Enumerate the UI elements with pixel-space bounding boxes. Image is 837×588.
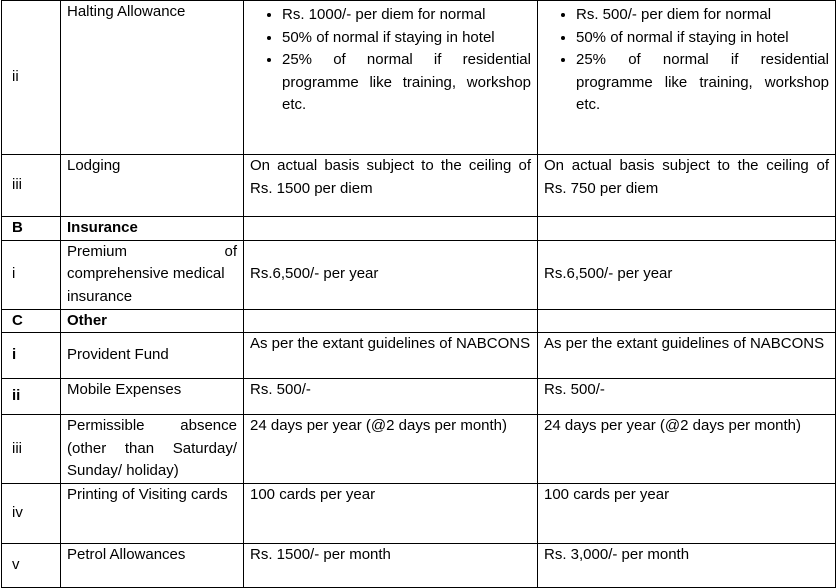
- row-col3: 100 cards per year: [244, 483, 538, 543]
- bullet-list: [544, 4, 829, 117]
- row-col4: 100 cards per year: [538, 483, 836, 543]
- table-row: [2, 543, 836, 587]
- row-col3: Rs. 500/-: [244, 379, 538, 415]
- row-item: Premium of comprehensive medical insurance: [61, 240, 244, 309]
- list-item: • 50% of normal if staying in hotel: [576, 27, 829, 50]
- row-col4: As per the extant guidelines of NABCONS: [538, 333, 836, 379]
- table-row: [2, 155, 836, 217]
- row-index: i: [2, 333, 61, 379]
- row-col4: On actual basis subject to the ceiling of Rs. 750 per diem: [538, 155, 836, 217]
- row-col3: 24 days per year (@2 days per month): [244, 415, 538, 484]
- row-item: Printing of Visiting cards: [61, 483, 244, 543]
- table-row: [2, 379, 836, 415]
- list-item: • 50% of normal if staying in hotel: [282, 27, 531, 50]
- row-col4: Rs. 500/-: [538, 379, 836, 415]
- allowances-table: [1, 0, 836, 588]
- row-index: iii: [2, 155, 61, 217]
- row-index: iii: [2, 415, 61, 484]
- section-index: C: [2, 309, 61, 333]
- row-item: Mobile Expenses: [61, 379, 244, 415]
- table-row: [2, 415, 836, 484]
- list-item: • 25% of normal if residential programme like training, workshop etc.: [576, 49, 829, 117]
- table-row: [2, 240, 836, 309]
- row-col3: [244, 1, 538, 155]
- row-index: ii: [2, 379, 61, 415]
- row-col4: Rs.6,500/- per year: [538, 240, 836, 309]
- section-header-row: [2, 217, 836, 241]
- row-index: ii: [2, 1, 61, 155]
- section-header-row: [2, 309, 836, 333]
- row-col3: On actual basis subject to the ceiling of Rs. 1500 per diem: [244, 155, 538, 217]
- row-col3: Rs.6,500/- per year: [244, 240, 538, 309]
- row-col4: 24 days per year (@2 days per month): [538, 415, 836, 484]
- row-index: iv: [2, 483, 61, 543]
- row-index: i: [2, 240, 61, 309]
- row-item: Halting Allowance: [61, 1, 244, 155]
- section-title: Insurance: [61, 217, 244, 241]
- row-item: Permissible absence (other than Saturday/ Sunday/ holiday): [61, 415, 244, 484]
- row-col3: Rs. 1500/- per month: [244, 543, 538, 587]
- row-col4: [538, 1, 836, 155]
- row-col4: Rs. 3,000/- per month: [538, 543, 836, 587]
- table-row: [2, 333, 836, 379]
- row-item: Lodging: [61, 155, 244, 217]
- row-item: Petrol Allowances: [61, 543, 244, 587]
- list-item: • 25% of normal if residential programme like training, workshop etc.: [282, 49, 531, 117]
- section-index: B: [2, 217, 61, 241]
- table-row: [2, 483, 836, 543]
- list-item: • Rs. 500/- per diem for normal: [576, 4, 829, 27]
- row-index: v: [2, 543, 61, 587]
- section-title: Other: [61, 309, 244, 333]
- bullet-list: [250, 4, 531, 117]
- row-col3: As per the extant guidelines of NABCONS: [244, 333, 538, 379]
- row-item: Provident Fund: [61, 333, 244, 379]
- list-item: • Rs. 1000/- per diem for normal: [282, 4, 531, 27]
- table-row: [2, 1, 836, 155]
